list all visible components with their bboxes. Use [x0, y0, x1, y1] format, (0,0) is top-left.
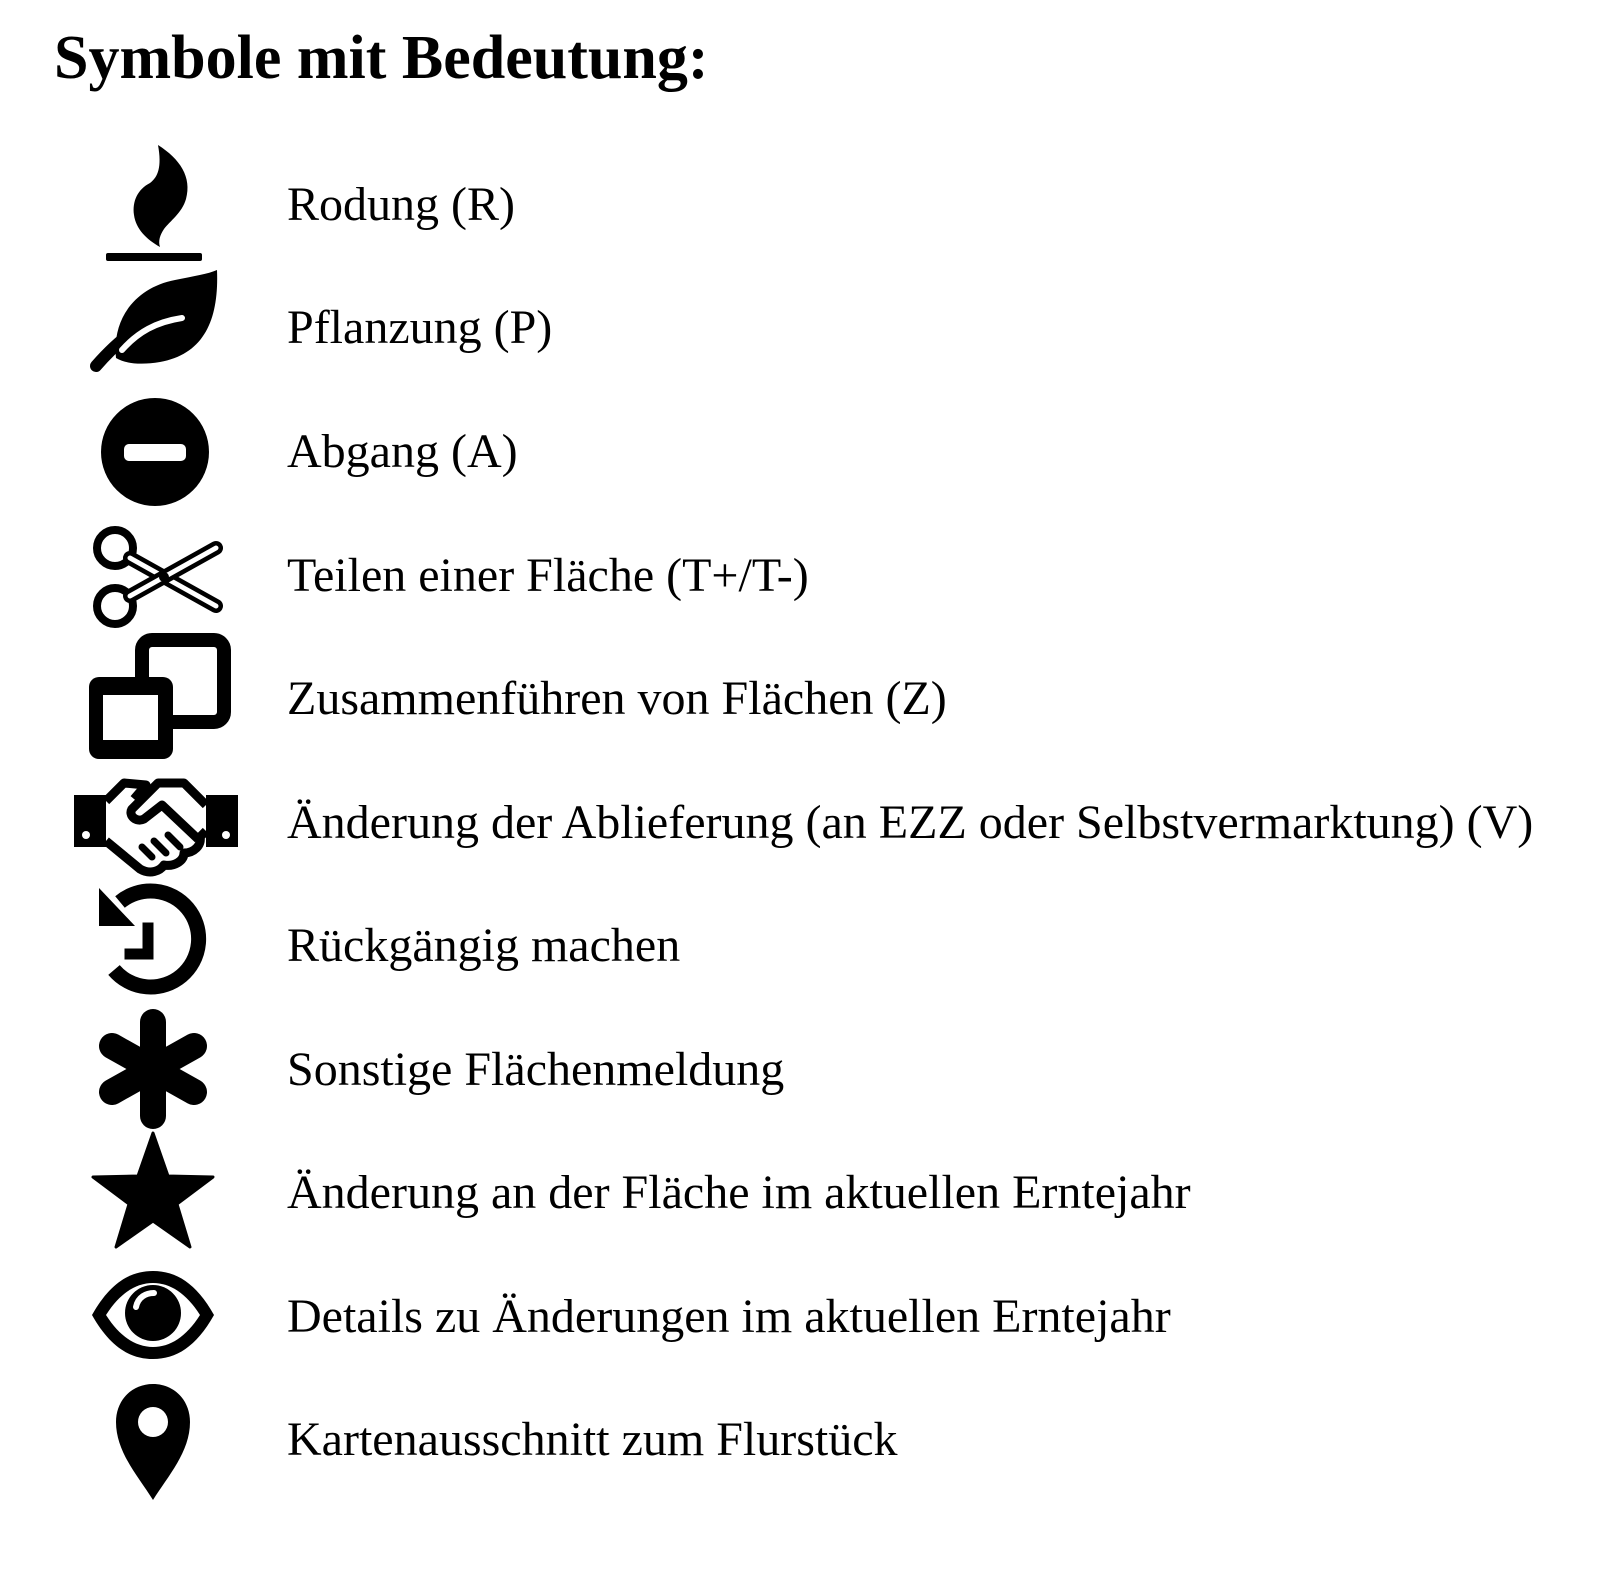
- leaf-icon: [80, 266, 240, 390]
- eye-icon: [80, 1255, 240, 1379]
- legend-item-zusammenfuehren: [0, 635, 1615, 763]
- legend-item-ablieferung: [0, 759, 1615, 887]
- scissors-icon: [80, 514, 240, 638]
- legend-item-rueckgaengig: [0, 882, 1615, 1010]
- legend-label: Änderung an der Fläche im aktuellen Erntejahr: [287, 1166, 1191, 1219]
- handshake-icon: [80, 761, 240, 885]
- legend-item-sonstige: [0, 1006, 1615, 1134]
- legend-label: Teilen einer Fläche (T+/T-): [287, 549, 809, 602]
- minus-circle-icon: [80, 390, 240, 514]
- legend-label: Pflanzung (P): [287, 301, 553, 354]
- legend-label: Rückgängig machen: [287, 919, 681, 972]
- map-marker-icon: [80, 1378, 240, 1502]
- legend-item-pflanzung: [0, 264, 1615, 392]
- legend-label: Änderung der Ablieferung (an EZZ oder Selbstvermarktung) (V): [287, 796, 1534, 849]
- asterisk-icon: [80, 1008, 240, 1132]
- legend-item-karte: [0, 1376, 1615, 1504]
- legend-item-abgang: [0, 388, 1615, 516]
- legend-item-aenderung-erntejahr: [0, 1129, 1615, 1257]
- clone-icon: [80, 637, 240, 761]
- star-icon: [80, 1131, 240, 1255]
- legend-label: Kartenausschnitt zum Flurstück: [287, 1413, 898, 1466]
- legend-label: Zusammenführen von Flächen (Z): [287, 672, 947, 725]
- legend-item-rodung: [0, 141, 1615, 269]
- fire-icon: [80, 143, 240, 267]
- legend-item-details: [0, 1253, 1615, 1381]
- page-title: Symbole mit Bedeutung:: [54, 24, 709, 92]
- legend-label: Sonstige Flächenmeldung: [287, 1043, 785, 1096]
- legend-label: Abgang (A): [287, 425, 518, 478]
- legend-label: Rodung (R): [287, 178, 515, 231]
- history-icon: [80, 884, 240, 1008]
- legend-item-teilen: [0, 512, 1615, 640]
- legend-label: Details zu Änderungen im aktuellen Erntejahr: [287, 1290, 1171, 1343]
